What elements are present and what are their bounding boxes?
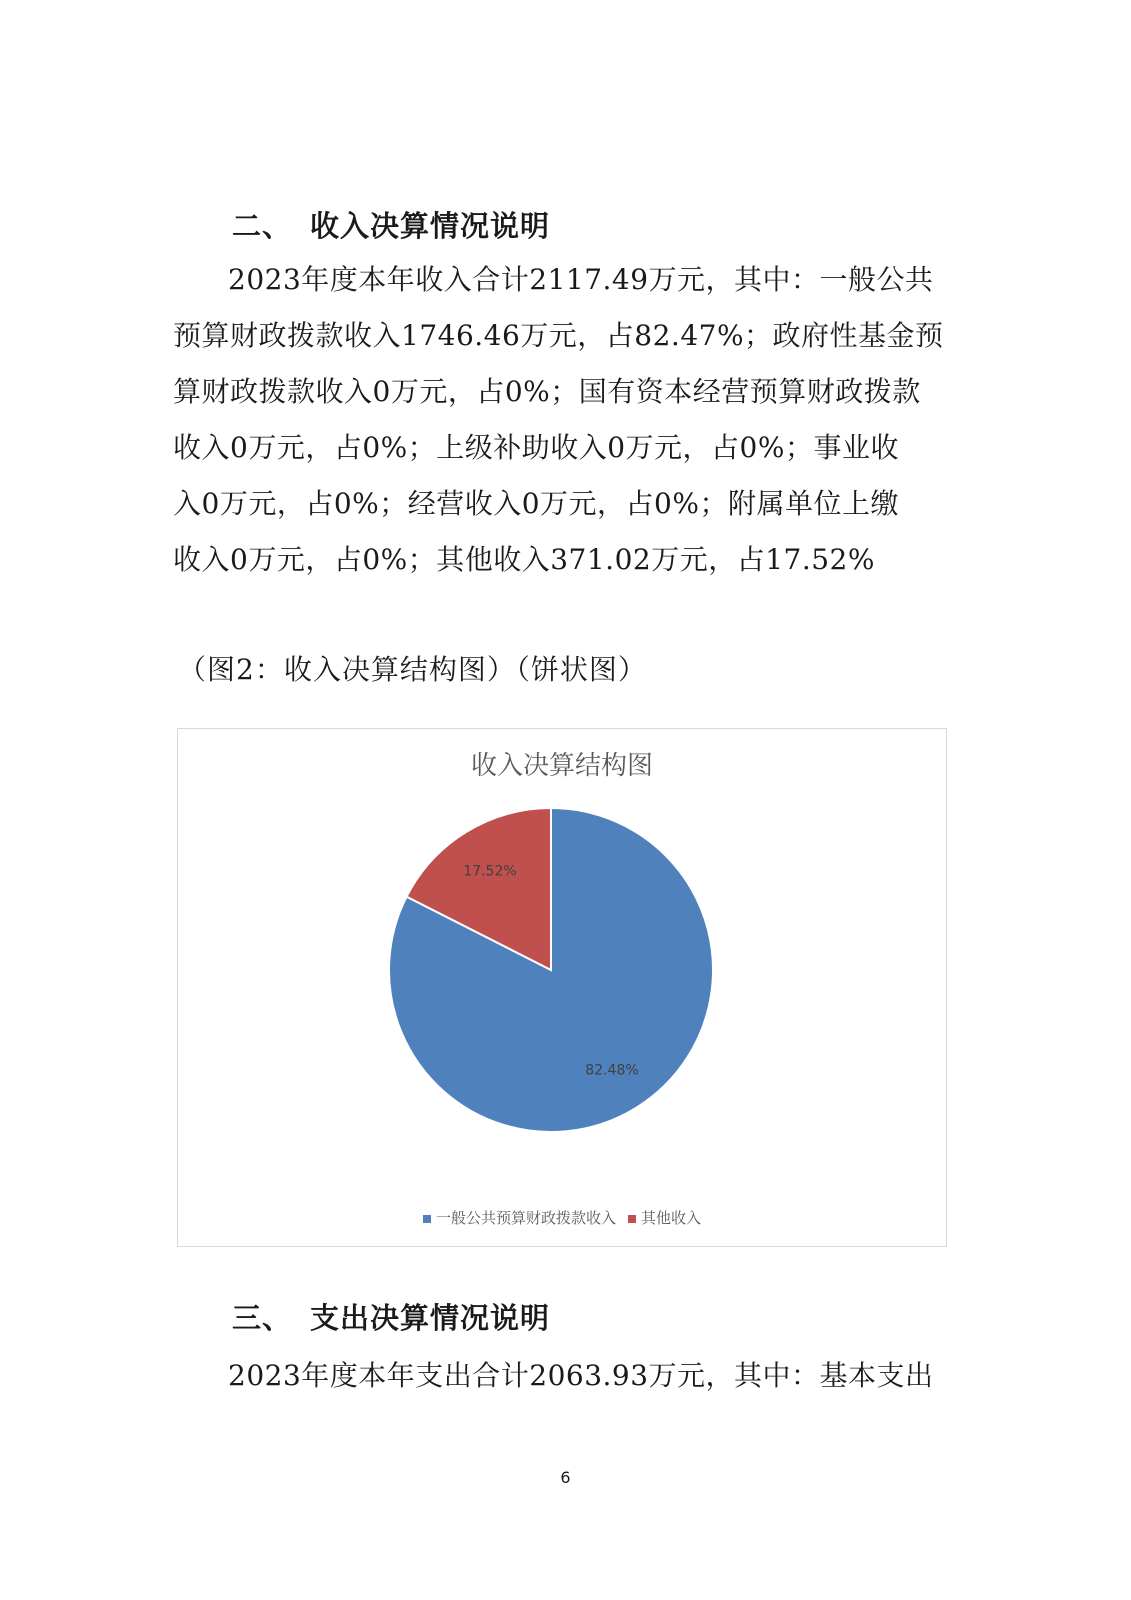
section-heading-expenditure bbox=[232, 1296, 550, 1337]
paragraph-line: 收入0万元，占0%；其他收入371.02万元，占17.52% bbox=[173, 543, 875, 576]
chart-legend bbox=[178, 1207, 946, 1228]
page-number: 6 bbox=[560, 1468, 571, 1487]
section-number: 二、 bbox=[232, 209, 293, 243]
legend-label: 一般公共预算财政拨款收入 bbox=[435, 1209, 616, 1227]
paragraph-line: 2023年度本年收入合计2117.49万元，其中：一般公共 bbox=[228, 263, 934, 296]
data-label: 82.48% bbox=[585, 1062, 639, 1079]
section-title: 支出决算情况说明 bbox=[310, 1301, 551, 1335]
legend-label: 其他收入 bbox=[641, 1209, 702, 1227]
data-label: 17.52% bbox=[463, 863, 517, 880]
legend-item bbox=[628, 1207, 701, 1228]
income-pie-chart bbox=[177, 728, 947, 1247]
paragraph-line: 入0万元，占0%；经营收入0万元，占0%；附属单位上缴 bbox=[173, 487, 899, 520]
section-heading-income bbox=[232, 204, 550, 245]
legend-swatch bbox=[423, 1215, 431, 1223]
paragraph-line: 算财政拨款收入0万元，占0%；国有资本经营预算财政拨款 bbox=[173, 375, 921, 408]
paragraph-line: 2023年度本年支出合计2063.93万元，其中：基本支出 bbox=[228, 1359, 934, 1392]
pie-chart-canvas bbox=[178, 729, 948, 1248]
chart-title: 收入决算结构图 bbox=[470, 751, 653, 781]
section-title: 收入决算情况说明 bbox=[310, 209, 551, 243]
figure-caption: （图2：收入决算结构图）（饼状图） bbox=[178, 653, 647, 686]
legend-swatch bbox=[628, 1215, 636, 1223]
paragraph-line: 预算财政拨款收入1746.46万元，占82.47%；政府性基金预 bbox=[173, 319, 944, 352]
legend-item bbox=[423, 1207, 616, 1228]
section-number: 三、 bbox=[232, 1301, 293, 1335]
paragraph-line: 收入0万元，占0%；上级补助收入0万元，占0%；事业收 bbox=[173, 431, 899, 464]
